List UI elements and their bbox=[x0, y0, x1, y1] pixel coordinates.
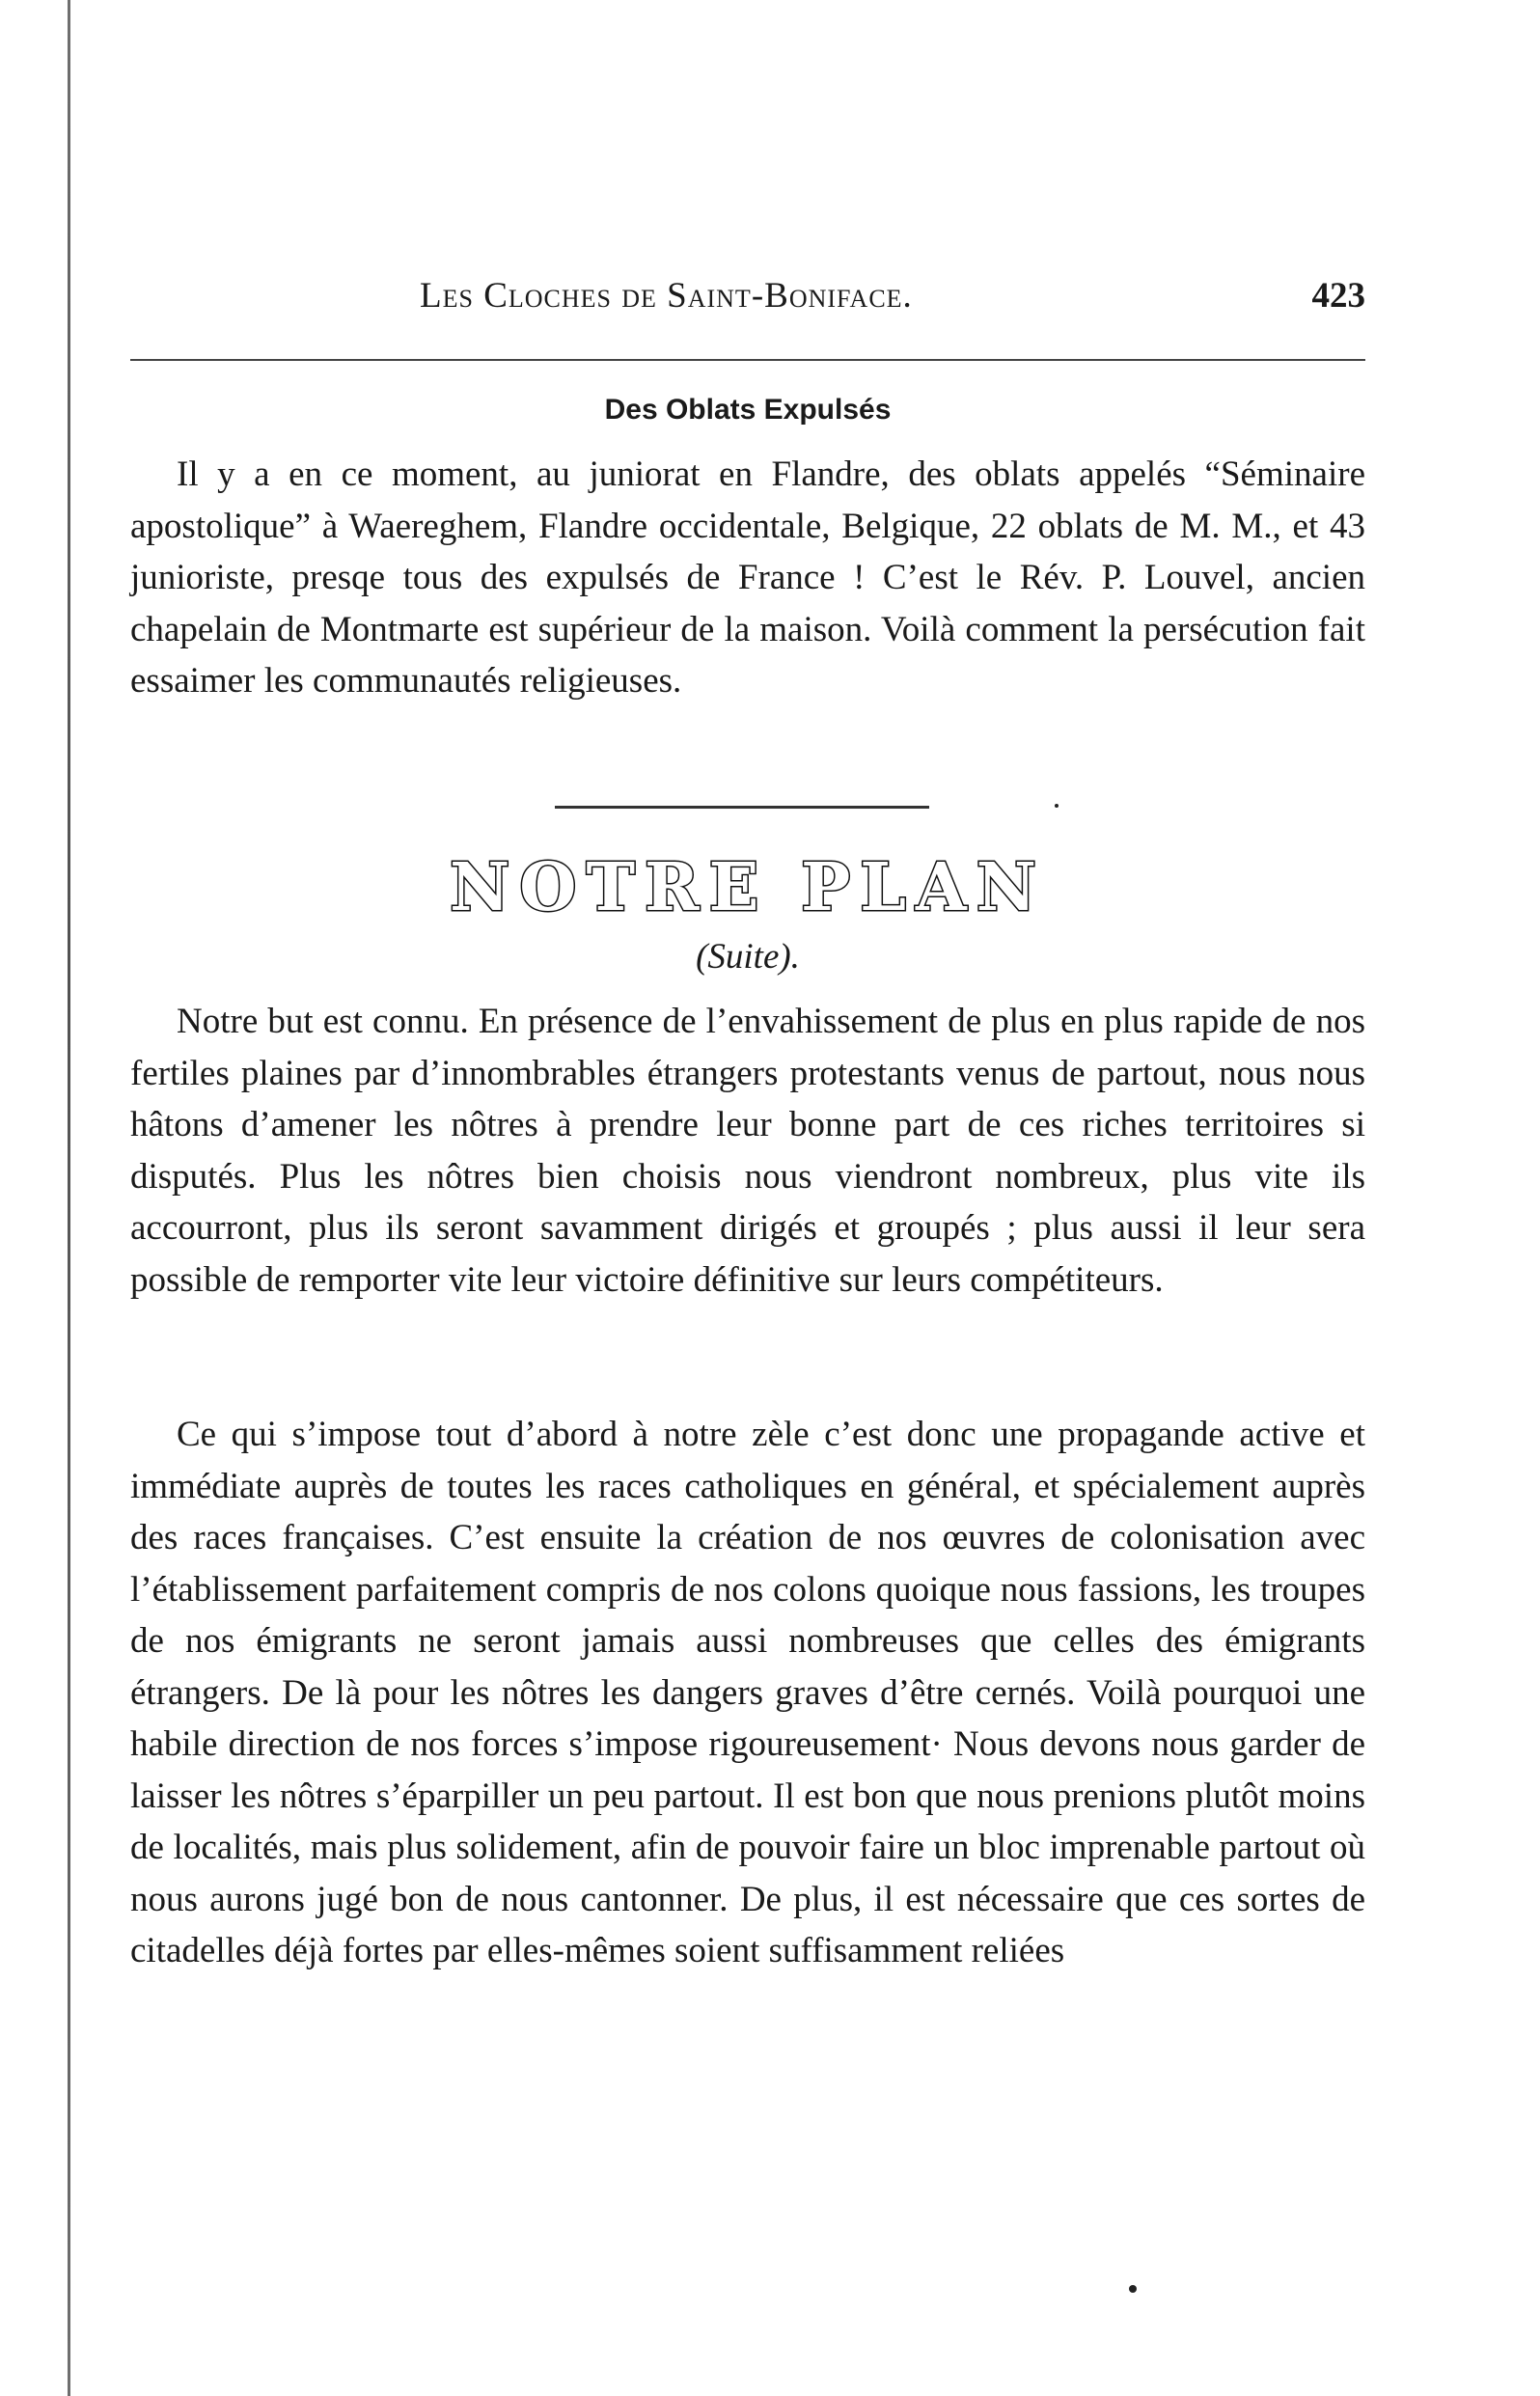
plan-paragraph-2 bbox=[130, 1409, 1365, 1977]
oblats-paragraph bbox=[130, 449, 1365, 707]
oblats-paragraph-text: Il y a en ce moment, au juniorat en Flandre, des oblats appelés “Séminaire apostolique” à Waereghem, Flandre occidentale, Belgique, 22 oblats de M. M., et 43 junioriste, presqe tous des expulsés de France ! C’est le Rév. P. Louvel, ancien chapelain de Montmarte est supérieur de la maison. Voilà comment la persécution fait essaimer les communautés religieuses. bbox=[130, 454, 1365, 701]
header-rule bbox=[130, 359, 1365, 361]
page-number: 423 bbox=[1311, 276, 1365, 316]
plan-paragraph-1 bbox=[130, 996, 1365, 1306]
plan-paragraph-2-text: Ce qui s’impose tout d’abord à notre zèle c’est donc une propagande active et immédiate auprès de toutes les races catholiques en général, et spécialement auprès des races françaises. C’est ensuite la création de nos œuvres de colonisation avec l’établissement parfaitement compris de nos colons quoique nous fassions, les troupes de nos émigrants ne seront jamais aussi nombreuses que celles des émigrants étrangers. De là pour les nôtres les dangers graves d’être cernés. Voilà pourquoi une habile direction de nos forces s’impose rigoureusement· Nous devons nous garder de laisser les nôtres s’éparpiller un peu partout. Il est bon que nous prenions plutôt moins de localités, mais plus solidement, afin de pouvoir faire un bloc imprenable partout où nous aurons jugé bon de nous cantonner. De plus, il est nécessaire que ces sortes de citadelles déjà fortes par elles-mêmes soient suffisamment reliées bbox=[130, 1415, 1365, 1970]
article-title: NOTRE PLAN bbox=[450, 849, 1046, 926]
page-edge-shadow bbox=[68, 0, 70, 2396]
section-divider bbox=[555, 806, 929, 809]
ink-speck bbox=[1129, 2285, 1137, 2293]
article-subtitle: (Suite). bbox=[696, 937, 800, 977]
section-heading: Des Oblats Expulsés bbox=[604, 394, 892, 426]
ink-speck bbox=[1055, 804, 1059, 808]
plan-paragraph-1-text: Notre but est connu. En présence de l’envahissement de plus en plus rapide de nos fertiles plaines par d’innombrables étrangers protestants venus de partout, nous nous hâtons d’amener les nôtres à prendre leur bonne part de ces riches territoires si disputés. Plus les nôtres bien choisis nous viendront nombreux, plus vite ils accourront, plus ils seront savamment dirigés et groupés ; plus aussi il leur sera possible de remporter vite leur victoire définitive sur leurs compétiteurs. bbox=[130, 1002, 1365, 1300]
running-head bbox=[130, 275, 1365, 333]
running-title: Les Cloches de Saint-Boniface. bbox=[420, 276, 913, 316]
